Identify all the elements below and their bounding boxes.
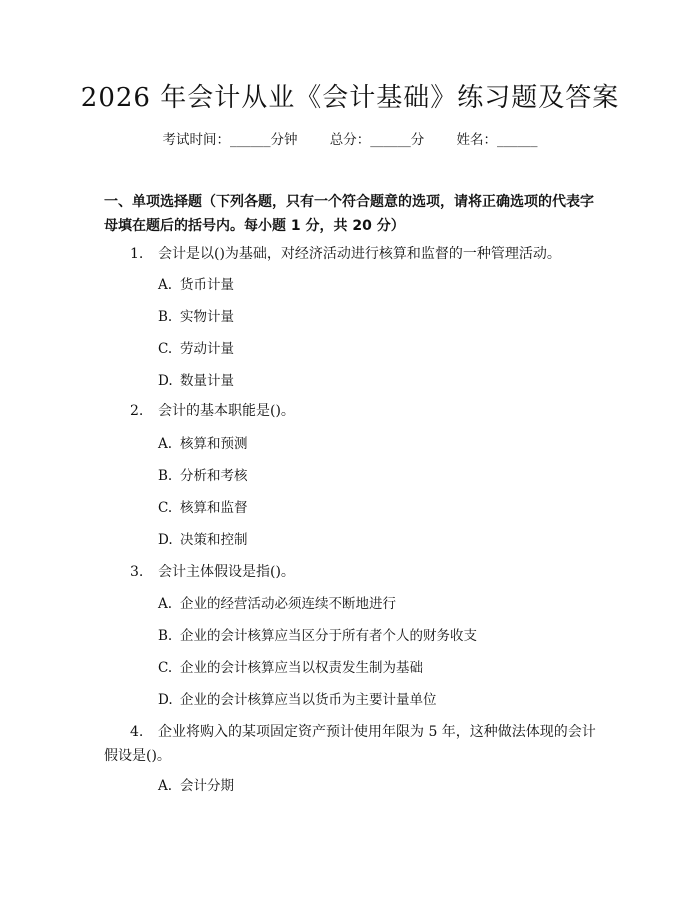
question-text: 会计的基本职能是()。 [158, 403, 295, 419]
option-letter: D. [158, 692, 173, 708]
question-text: 会计是以()为基础，对经济活动进行核算和监督的一种管理活动。 [158, 246, 561, 262]
option-3d [158, 690, 600, 710]
question-4 [104, 720, 600, 768]
option-letter: B. [158, 309, 173, 325]
question-number: 2. [130, 403, 144, 419]
option-letter: B. [158, 468, 173, 484]
option-text: 货币计量 [180, 277, 234, 293]
option-4a [158, 776, 600, 796]
option-text: 数量计量 [180, 373, 234, 389]
option-text: 核算和监督 [180, 500, 248, 516]
option-3b [158, 626, 600, 646]
option-1a [158, 275, 600, 295]
option-text: 企业的会计核算应当以权责发生制为基础 [180, 660, 423, 676]
option-letter: B. [158, 628, 173, 644]
option-2b [158, 466, 600, 486]
exam-info [0, 130, 700, 150]
document-title: 2026 年会计从业《会计基础》练习题及答案 [80, 83, 620, 113]
option-2d [158, 530, 600, 550]
exam-time-field: 考试时间：______分钟 [162, 132, 298, 148]
total-score-field: 总分：______分 [329, 132, 425, 148]
question-2 [104, 399, 600, 423]
option-text: 会计分期 [180, 778, 234, 794]
option-1b [158, 307, 600, 327]
option-letter: A. [158, 596, 173, 612]
question-number: 3. [130, 564, 144, 580]
option-letter: D. [158, 373, 173, 389]
option-text: 实物计量 [180, 309, 234, 325]
question-number: 4. [130, 724, 144, 740]
option-1d [158, 371, 600, 391]
section-heading: 一、单项选择题（下列各题，只有一个符合题意的选项，请将正确选项的代表字母填在题后的括号内。每小题 1 分，共 20 分） [104, 194, 594, 234]
option-3c [158, 658, 600, 678]
option-letter: D. [158, 532, 173, 548]
question-number: 1. [130, 246, 144, 262]
option-letter: C. [158, 500, 173, 516]
option-2a [158, 434, 600, 454]
option-2c [158, 498, 600, 518]
option-text: 分析和考核 [180, 468, 248, 484]
option-text: 决策和控制 [180, 532, 248, 548]
option-letter: A. [158, 778, 173, 794]
option-letter: C. [158, 341, 173, 357]
option-letter: A. [158, 436, 173, 452]
option-letter: A. [158, 277, 173, 293]
name-field: 姓名：______ [456, 132, 538, 148]
option-3a [158, 594, 600, 614]
option-text: 劳动计量 [180, 341, 234, 357]
question-text: 企业将购入的某项固定资产预计使用年限为 5 年，这种做法体现的会计假设是()。 [104, 724, 596, 764]
question-3 [104, 560, 600, 584]
question-1 [104, 242, 600, 266]
option-text: 企业的会计核算应当以货币为主要计量单位 [180, 692, 437, 708]
option-text: 企业的会计核算应当区分于所有者个人的财务收支 [180, 628, 477, 644]
option-text: 核算和预测 [180, 436, 248, 452]
option-text: 企业的经营活动必须连续不断地进行 [180, 596, 396, 612]
option-letter: C. [158, 660, 173, 676]
question-text: 会计主体假设是指()。 [158, 564, 295, 580]
option-1c [158, 339, 600, 359]
